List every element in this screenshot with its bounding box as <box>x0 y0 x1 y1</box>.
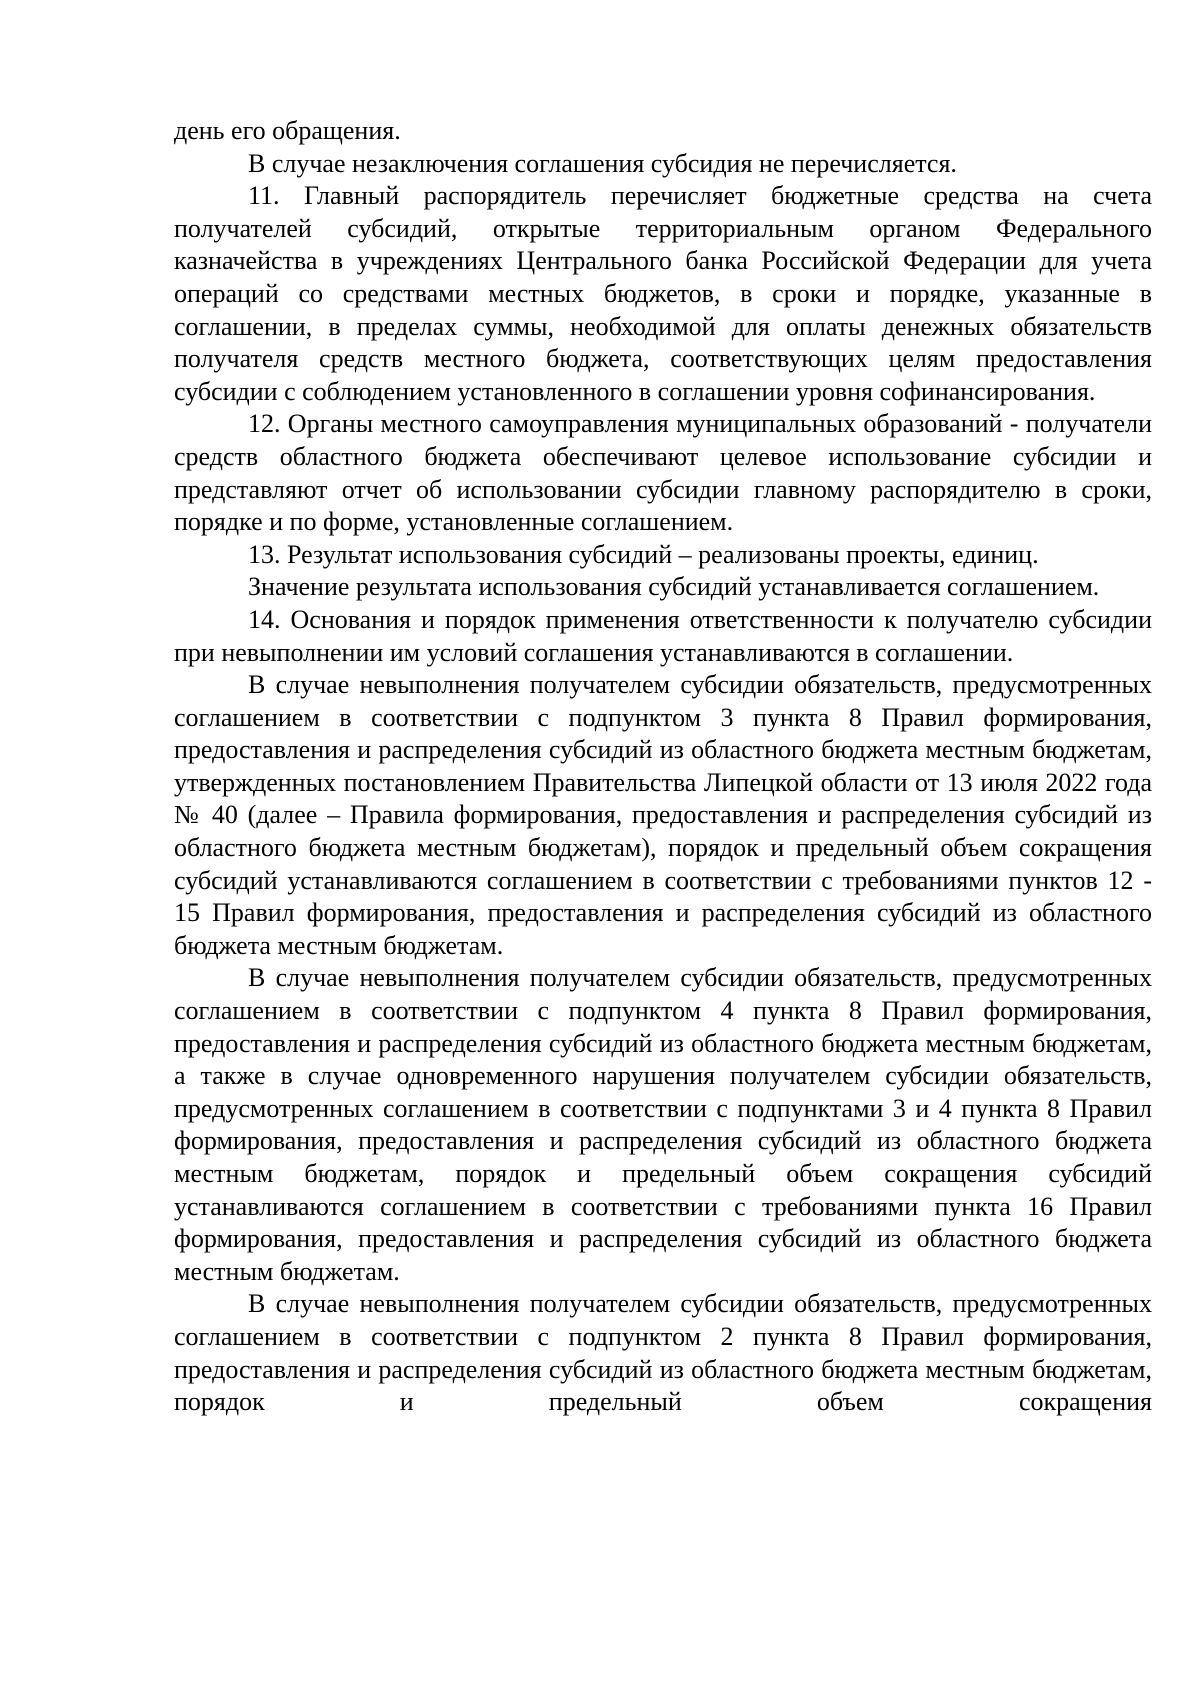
paragraph-continuation: день его обращения. <box>174 116 401 145</box>
paragraph-no-agreement: В случае незаключения соглашения субсидия не перечисляется. <box>248 148 957 178</box>
paragraph-result-value: Значение результата использования субсидий устанавливается соглашением. <box>248 572 1100 602</box>
paragraph-12: 12. Органы местного самоуправления муниципальных образований - получатели средств областного бюджета обеспечивают целевое использование субсидии и представляют отчет об использовании субсидии главному распорядителю в сроки, порядке и по форме, установленные соглашением. <box>174 409 1152 537</box>
document-body <box>174 115 1152 1419</box>
paragraph-subpoint-4: В случае невыполнения получателем субсидии обязательств, предусмотренных соглашением в соответствии с подпунктом 4 пункта 8 Правил формирования, предоставления и распределения субсидий из областного бюджета местным бюджетам, а также в случае одновременного нарушения получателем субсидии обязательств, предусмотренных соглашением в соответствии с подпунктами 3 и 4 пункта 8 Правил формирования, предоставления и распределения субсидий из областного бюджета местным бюджетам, порядок и предельный объем сокращения субсидий устанавливаются соглашением в соответствии с требованиями пункта 16 Правил формирования, предоставления и распределения субсидий из областного бюджета местным бюджетам. <box>174 963 1152 1286</box>
paragraph-subpoint-3: В случае невыполнения получателем субсидии обязательств, предусмотренных соглашением в соответствии с подпунктом 3 пункта 8 Правил формирования, предоставления и распределения субсидий из областного бюджета местным бюджетам, утвержденных постановлением Правительства Липецкой области от 13 июля 2022 года № 40 (далее – Правила формирования, предоставления и распределения субсидий из областного бюджета местным бюджетам), порядок и предельный объем сокращения субсидий устанавливаются соглашением в соответствии с требованиями пунктов 12 - 15 Правил формирования, предоставления и распределения субсидий из областного бюджета местным бюджетам. <box>174 670 1152 960</box>
paragraph-subpoint-2: В случае невыполнения получателем субсидии обязательств, предусмотренных соглашением в соответствии с подпунктом 2 пункта 8 Правил формирования, предоставления и распределения субсидий из областного бюджета местным бюджетам, порядок и предельный объем сокращения <box>174 1289 1152 1417</box>
paragraph-13: 13. Результат использования субсидий – реализованы проекты, единиц. <box>248 539 1039 569</box>
paragraph-14: 14. Основания и порядок применения ответственности к получателю субсидии при невыполнении им условий соглашения устанавливаются в соглашении. <box>174 604 1152 667</box>
paragraph-11: 11. Главный распорядитель перечисляет бюджетные средства на счета получателей субсидий, открытые территориальным органом Федерального казначейства в учреждениях Центрального банка Российской Федерации для учета операций со средствами местных бюджетов, в сроки и порядке, указанные в соглашении, в пределах суммы, необходимой для оплаты денежных обязательств получателя средств местного бюджета, соответствующих целям предоставления субсидии с соблюдением установленного в соглашении уровня софинансирования. <box>174 181 1152 406</box>
